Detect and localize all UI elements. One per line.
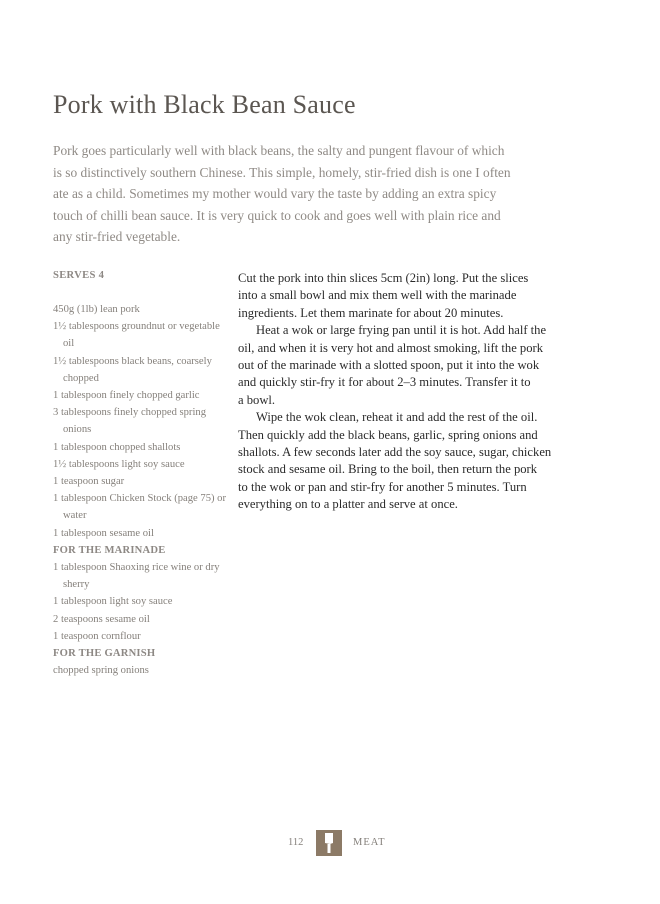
marinade-item: 1 tablespoon light soy sauce	[53, 596, 173, 608]
method-line: stock and sesame oil. Bring to the boil, then return the pork	[238, 462, 538, 477]
method-line: everything on to a platter and serve at once.	[238, 497, 458, 512]
method-line: into a small bowl and mix them well with the marinade	[238, 288, 517, 303]
section-name: MEAT	[353, 837, 386, 848]
method-line: oil, and when it is very hot and almost smoking, lift the pork	[238, 340, 544, 355]
serves-label: SERVES 4	[53, 270, 105, 281]
marinade-item: 1 teaspoon cornflour	[53, 630, 141, 642]
ingredient-item: 1 tablespoon Chicken Stock (page 75) or water	[53, 493, 226, 522]
method-line: a bowl.	[238, 392, 276, 407]
intro-line: is so distinctively southern Chinese. This simple, homely, stir-fried dish is one I often	[53, 164, 511, 180]
intro-line: Pork goes particularly well with black beans, the salty and pungent flavour of which	[53, 143, 505, 158]
method-line: ingredients. Let them marinate for about 20 minutes.	[238, 305, 504, 320]
intro-line: any stir-fried vegetable.	[53, 229, 181, 244]
ingredients-column	[53, 270, 228, 679]
recipe-title: Pork with Black Bean Sauce	[53, 90, 356, 119]
intro-line: ate as a child. Sometimes my mother would vary the taste by adding an extra spicy	[53, 186, 497, 201]
intro-line: touch of chilli bean sauce. It is very quick to cook and goes well with plain rice and	[53, 207, 501, 223]
ingredient-item: 3 tablespoons finely chopped spring onions	[53, 407, 206, 436]
garnish-item: chopped spring onions	[53, 665, 149, 677]
marinade-item: 2 teaspoons sesame oil	[53, 613, 150, 625]
method-line: out of the marinade with a slotted spoon, put it into the wok	[238, 358, 540, 373]
method-text	[238, 270, 588, 514]
method-line: Wipe the wok clean, reheat it and add the rest of the oil.	[256, 410, 538, 425]
ingredient-item: 1 tablespoon finely chopped garlic	[53, 390, 200, 402]
garnish-heading: FOR THE GARNISH	[53, 648, 156, 660]
method-line: Cut the pork into thin slices 5cm (2in) long. Put the slices	[238, 271, 529, 285]
ingredient-item: 450g (1lb) lean pork	[53, 304, 140, 315]
ingredient-item: 1½ tablespoons groundnut or vegetable oil	[53, 321, 220, 350]
marinade-item: 1 tablespoon Shaoxing rice wine or dry sherry	[53, 562, 220, 591]
ingredient-item: 1 teaspoon sugar	[53, 476, 125, 488]
ingredient-item: 1½ tablespoons light soy sauce	[53, 458, 185, 470]
marinade-heading: FOR THE MARINADE	[53, 544, 166, 556]
method-line: and quickly stir-fry it for about 2–3 minutes. Transfer it to	[238, 375, 531, 390]
method-line: to the wok or pan and stir-fry for another 5 minutes. Turn	[238, 479, 527, 494]
recipe-intro	[53, 140, 613, 248]
method-line: shallots. A few seconds later add the soy sauce, sugar, chicken	[238, 445, 552, 460]
page-number: 112	[288, 837, 304, 848]
method-line: Then quickly add the black beans, garlic, spring onions and	[238, 427, 538, 442]
cleaver-icon	[316, 830, 342, 856]
method-line: Heat a wok or large frying pan until it is hot. Add half the	[256, 323, 547, 338]
ingredient-item: 1½ tablespoons black beans, coarsely chopped	[53, 355, 212, 384]
ingredient-item: 1 tablespoon sesame oil	[53, 527, 154, 539]
page-footer	[0, 828, 660, 858]
ingredient-item: 1 tablespoon chopped shallots	[53, 441, 181, 453]
